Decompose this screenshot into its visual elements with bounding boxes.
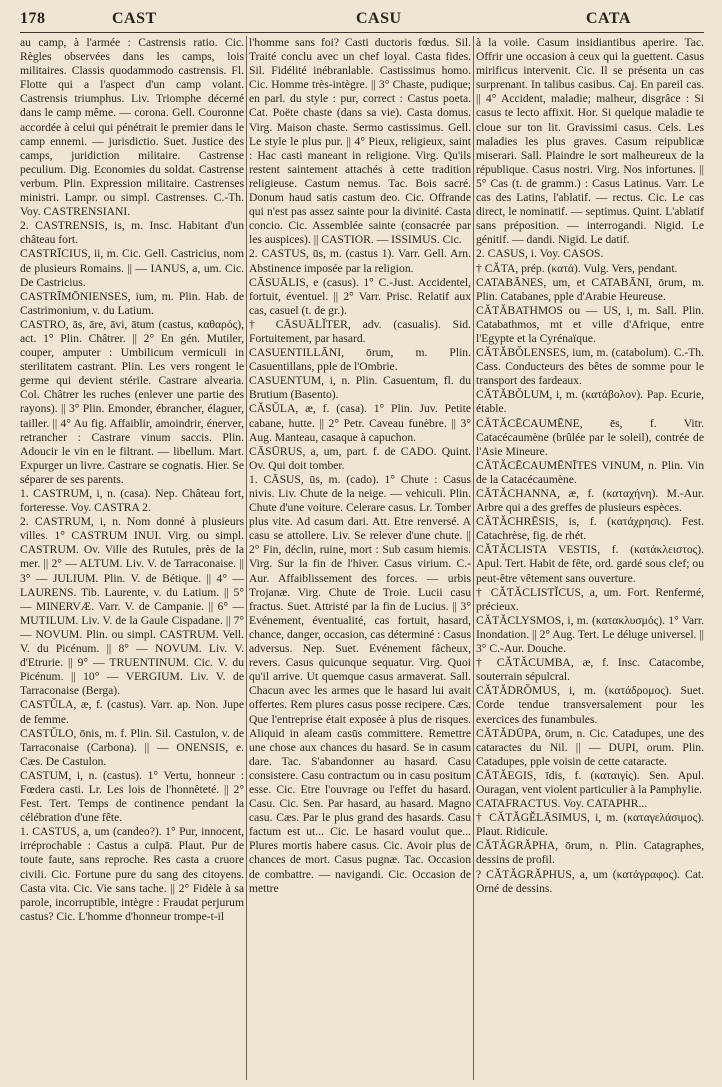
dictionary-entry: CĂTĂGRĂPHA, ōrum, n. Plin. Catagraphes, dessins de profil. xyxy=(476,839,704,867)
column-divider xyxy=(246,36,247,1080)
dictionary-entry: au camp, à l'armée : Castrensis ratio. Cic. Règles observées dans les camps, lois militaires. Classis quodammodo castrensis. Fl. Flotte qui a l'aspect d'un camp volant. Castrensis triumphus. Liv. Triomphe décerné dans le camp même. — corona. Gell. Couronne accordée à celui qui pénétrait le premier dans le camp ennemi. — jurisdictio. Suet. Justice des camps, juridiction militaire. Castrense peculium. Dig. Economies du soldat. Castrense verbum. Plin. Expression militaire. Castrenses ministri. Lampr. ou simpl. Castrenses. C.-Th. Voy. CASTRENSIANI. xyxy=(20,36,244,219)
dictionary-entry: l'homme sans foi? Casti ductoris fœdus. Sil. Traité conclu avec un chef loyal. Casta fides. Sil. Fidélité inébranlable. Castissimus homo. Cic. Homme très-intègre. || 3° Chaste, pudique; en parl. du style : pur, correct : Castus poeta. Cat. Poëte chaste (dans sa vie). Casta domus. Virg. Maison chaste. Sermo castissimus. Gell. Le style le plus pur. || 4° Pieux, religieux, saint : Hac casti maneant in religione. Virg. Qu'ils restent saintement attachés à cette tradition religieuse. Castum nemus. Tac. Bois sacré. Donum haud satis castum deo. Cic. Offrande qui n'est pas assez sainte pour la divinité. Casta concio. Cic. Assemblée sainte (consacrée par les auspices). || CASTIOR. — ISSIMUS. Cic. xyxy=(249,36,471,247)
dictionary-entry: CĂTĂEGIS, īdis, f. (καταιγίς). Sen. Apul. Ouragan, vent violent particulier à la Pamphylie. xyxy=(476,768,704,796)
dictionary-entry: † CĂTĂCUMBA, æ, f. Insc. Catacombe, souterrain sépulcral. xyxy=(476,656,704,684)
dictionary-entry: CĀSUĀLIS, e (casus). 1° C.-Just. Accidentel, fortuit, éventuel. || 2° Varr. Prisc. Relatif aux cas, casuel (t. de gr.). xyxy=(249,275,471,317)
dictionary-entry: CĂTĂBŎLENSES, ium, m. (catabolum). C.-Th. Cass. Conducteurs des bêtes de somme pour le transport des fardeaux. xyxy=(476,346,704,388)
dictionary-entry: CASTŬLA, æ, f. (castus). Varr. ap. Non. Jupe de femme. xyxy=(20,698,244,726)
dictionary-entry: CĂTĂBŎLUM, i, m. (κατάβολον). Pap. Ecurie, étable. xyxy=(476,388,704,416)
dictionary-entry: CASUENTILLĀNI, ōrum, m. Plin. Casuentillans, pple de l'Ombrie. xyxy=(249,346,471,374)
dictionary-entry: CĂTĂCĒCAUMĒNE, ēs, f. Vitr. Catacécaumène (brûlée par le soleil), contrée de l'Asie Mineure. xyxy=(476,416,704,458)
column-2 xyxy=(249,36,471,1080)
dictionary-entry: 1. CĀSUS, ūs, m. (cado). 1° Chute : Casus nivis. Liv. Chute de la neige. — vehiculi. Plin. Chute d'une voiture. Celerare casus. Lr. Tomber plus vite. Ad casum dari. Att. Etre renversé. A casu se attollere. Liv. Se relever d'une chute. || 2° Fin, déclin, ruine, mort : Sub casum hiemis. Virg. Sur la fin de l'hiver. Casus virium. C.-Aur. Affaiblissement des forces. — urbis Trojanæ. Virg. Chute de Troie. Lucii casu fractus. Suet. Attristé par la fin de Lucius. || 3° Evénement, éventualité, cas fortuit, hasard, chance, danger, occasion, cas déterminé : Casus adversus. Nep. Suet. Evénement fâcheux, revers. Casus quicunque sequatur. Virg. Quoi qu'il arrive. Ut quemque casus armaverat. Sall. Chacun avec les armes que le hasard lui avait offertes. Rem plures casus posse recipere. Cæs. Que l'entreprise était exposée à plus de risques. Aliquid in aleam casūs committere. Remettre une chose aux chances du hasard. Se in casum dare. Tac. S'abandonner au hasard. Casu consistere. Casu contractum ou in casu positum esse. Cic. Etre l'ouvrage ou l'effet du hasard. Casu. Cic. Sen. Par hasard, au hasard. Magno casu. Cæs. Par le plus grand des hasards. Casu factum est ut... Cic. Le hasard voulut que... Plures mortis habere casus. Cic. Avoir plus de chances de mort. Casus pugnæ. Tac. Occasion de combattre. — navigandi. Cic. Occasion de mettre xyxy=(249,472,471,895)
dictionary-entry: CATABĀNES, um, et CATABĀNI, ōrum, m. Plin. Catabanes, pple d'Arabie Heureuse. xyxy=(476,275,704,303)
dictionary-entry: CĂTĂCĒCAUMĒNĪTES VINUM, n. Plin. Vin de la Catacécaumène. xyxy=(476,458,704,486)
dictionary-entry: CĂTĂCLYSMOS, i, m. (κατακλυσμός). 1° Varr. Inondation. || 2° Aug. Tert. Le déluge universel. || 3° C.-Aur. Douche. xyxy=(476,613,704,656)
column-3 xyxy=(476,36,704,1080)
column-divider xyxy=(473,36,474,1080)
dictionary-entry: CĂTĂDŪPA, ōrum, n. Cic. Catadupes, une des cataractes du Nil. || — DUPI, orum. Plin. Catadupes, pple voisin de cette cataracte. xyxy=(476,726,704,768)
dictionary-entry: CASTRĪMŌNIENSES, ium, m. Plin. Hab. de Castrimonium, v. du Latium. xyxy=(20,289,244,317)
dictionary-entry: 2. CASTRENSIS, is, m. Insc. Habitant d'un château fort. xyxy=(20,219,244,247)
dictionary-entry: CĂTĂDRŎMUS, i, m. (κατάδρομος). Suet. Corde tendue transversalement pour les exercices des funambules. xyxy=(476,684,704,726)
dictionary-entry: à la voile. Casum insidiantibus aperire. Tac. Offrir une occasion à ceux qui la guettent. Casus mirificus intervenit. Cic. Il se présenta un cas surprenant. In talibus casibus. Caj. En pareil cas. || 4° Accident, maladie; malheur, disgrâce : Si casus te lecto affixit. Hor. Si quelque maladie te cloue sur ton lit. Gravissimi casus. Cels. Les maladies les plus graves. Casum reipublicæ miserari. Sall. Plaindre le sort malheureux de la république. Casus nostri. Virg. Nos infortunes. || 5° Cas (t. de gramm.) : Casus Latinus. Varr. Le cas des Latins, l'ablatif. — rectus. Cic. Le cas direct, le nominatif. — septimus. Quint. L'ablatif sans préposition. — interrogandi. Nigid. Le génitif. — dandi. Nigid. Le datif. xyxy=(476,36,704,247)
dictionary-entry: † CĂTĂGĔLĀSIMUS, i, m. (καταγελάσιμος). Plaut. Ridicule. xyxy=(476,811,704,839)
guide-word-right: CATA xyxy=(586,10,631,27)
header-rule xyxy=(20,32,704,33)
dictionary-entry: CATAFRACTUS. Voy. CATAPHR... xyxy=(476,797,648,811)
dictionary-entry: CASTUM, i, n. (castus). 1° Vertu, honneur : Fœdera casti. Lr. Les lois de l'honnêteté. || 2° Fest. Tert. Temps de continence pendant la célébration d'une fête. xyxy=(20,768,244,825)
dictionary-entry: CĂSŬLA, æ, f. (casa). 1° Plin. Juv. Petite cabane, hutte. || 2° Petr. Caveau funèbre. || 3° Aug. Manteau, casaque à capuchon. xyxy=(249,402,471,444)
dictionary-entry: † CĂTĂCLISTĬCUS, a, um. Fort. Renfermé, précieux. xyxy=(476,585,704,613)
dictionary-entry: † CĂTA, prép. (κατά). Vulg. Vers, pendant. xyxy=(476,261,678,275)
dictionary-entry: CASTRĪCIUS, ii, m. Cic. Gell. Castricius, nom de plusieurs Romains. || — IANUS, a, um. Cic. De Castricius. xyxy=(20,247,244,289)
dictionary-entry: 2. CASTUS, ūs, m. (castus 1). Varr. Gell. Arn. Abstinence imposée par la religion. xyxy=(249,247,471,275)
dictionary-entry: ? CĂTĂGRĂPHUS, a, um (κατάγραφος). Cat. Orné de dessins. xyxy=(476,867,704,895)
dictionary-entry: 2. CASTRUM, i, n. Nom donné à plusieurs villes. 1° CASTRUM INUI. Virg. ou simpl. CASTRUM. Ov. Ville des Rutules, près de la mer. || 2° — ALTUM. Liv. V. de Tarraconaise. || 3° — JULIUM. Plin. V. de Bétique. || 4° — LAURENS. Tib. Laurente, v. du Latium. || 5° — MINERVÆ. Varr. V. de Campanie. || 6° — MUTILUM. Liv. V. de la Gaule Cispadane. || 7° — NOVUM. Plin. ou simpl. CASTRUM. Vell. V. du Picénum. || 8° — NOVUM. Liv. V. d'Etrurie. || 9° — TRUENTINUM. Cic. V. du Picénum. || 10° — VERGIUM. Liv. V. de Tarraconaise (Berga). xyxy=(20,515,244,698)
dictionary-entry: CĂTĂCHANNA, æ, f. (καταχήνη). M.-Aur. Arbre qui a des greffes de plusieurs espèces. xyxy=(476,487,704,515)
guide-word-left: CAST xyxy=(112,10,157,27)
page-header xyxy=(20,10,704,32)
dictionary-entry: † CĀSUĀLĬTER, adv. (casualis). Sid. Fortuitement, par hasard. xyxy=(249,317,471,345)
dictionary-entry: CASTRO, ās, āre, āvi, ātum (castus, καθαρός), act. 1° Plin. Châtrer. || 2° En gén. Mutiler, couper, amputer : Umbilicum vermiculi in sterilitatem castrant. Plin. Les vers rongent le germe qui devient stérile. Castrare alvearia. Col. Châtrer les ruches (enlever une partie des rayons). || 3° Plin. Emonder, ébrancher, élaguer, tailler. || 4° Au fig. Affaiblir, amoindrir, énerver, retrancher : Castrare vinum saccis. Plin. Adoucir le vin en le filtrant. — libellum. Mart. Expurger un livre. Castrare se cognatis. Hier. Se séparer de ses parents. xyxy=(20,317,244,486)
dictionary-entry: CĂTĂCLISTA VESTIS, f. (κατάκλειστος). Apul. Tert. Habit de fête, ord. gardé sous clef; ou peut-être vêtement sans ouverture. xyxy=(476,543,704,585)
guide-word-center: CASU xyxy=(356,10,402,27)
dictionary-entry: CASTŬLO, ōnis, m. f. Plin. Sil. Castulon, v. de Tarraconaise (Carbona). || — ONENSIS, e. Cæs. De Castulon. xyxy=(20,726,244,768)
dictionary-entry: 1. CASTRUM, i, n. (casa). Nep. Château fort, forteresse. Voy. CASTRA 2. xyxy=(20,487,244,515)
dictionary-entry: 2. CASUS, i. Voy. CASOS. xyxy=(476,247,604,261)
page-number: 178 xyxy=(20,10,46,27)
dictionary-entry: CĂTĂBATHMOS ou — US, i, m. Sall. Plin. Catabathmos, mt et ville d'Afrique, entre l'Egypte et la Cyrénaïque. xyxy=(476,303,704,345)
dictionary-entry: 1. CASTUS, a, um (candeo?). 1° Pur, innocent, irréprochable : Castus a culpā. Plaut. Pur de toute faute, sans reproche. Res casta a cruore civili. Cic. Fortune pure du sang des citoyens. Casta vita. Cic. Vie sans tache. || 2° Fidèle à sa parole, incorruptible, intègre : Fraudat perjurum castus? Cic. L'homme d'honneur trompe-t-il xyxy=(20,825,244,923)
column-1 xyxy=(20,36,244,1080)
dictionary-entry: CASUENTUM, i, n. Plin. Casuentum, fl. du Brutium (Basento). xyxy=(249,374,471,402)
dictionary-entry: CĀSŪRUS, a, um, part. f. de CADO. Quint. Ov. Qui doit tomber. xyxy=(249,444,471,472)
dictionary-entry: CĂTĂCHRĒSIS, is, f. (κατάχρησις). Fest. Catachrèse, fig. de rhét. xyxy=(476,515,704,543)
